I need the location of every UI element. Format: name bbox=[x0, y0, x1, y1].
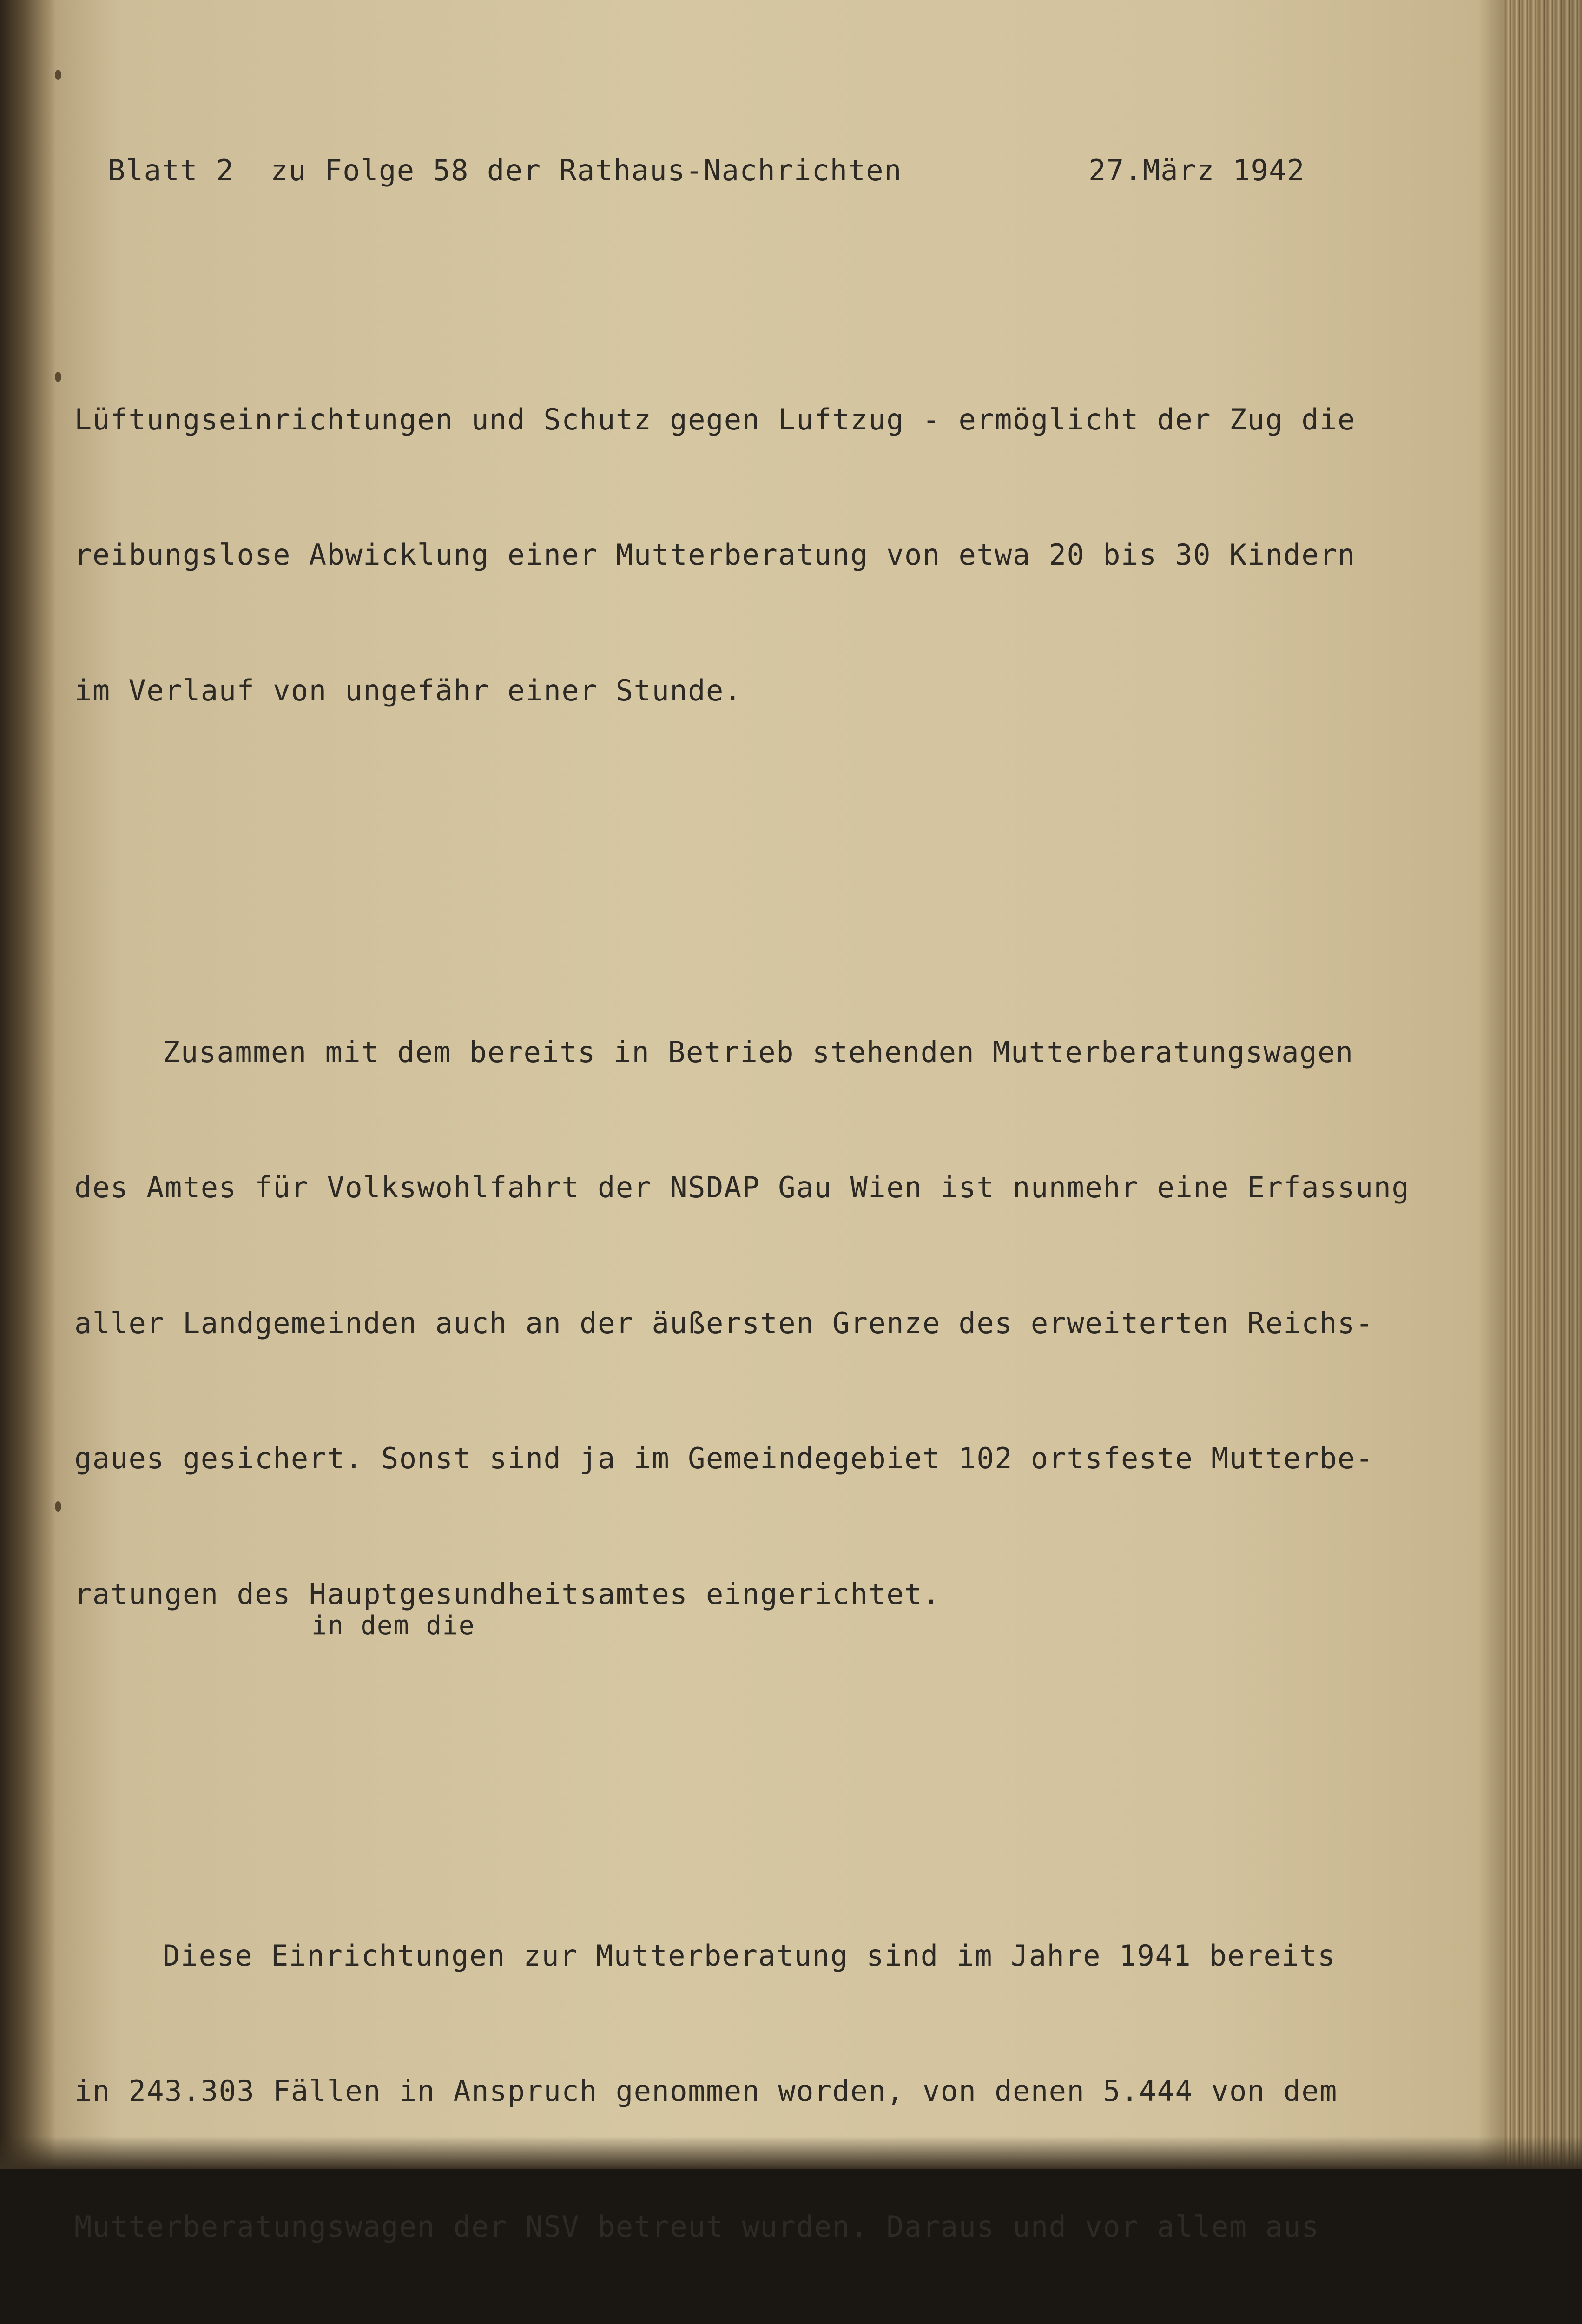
text-line: Mutterberatungswagen der NSV betreut wurden. Daraus und vor allem aus bbox=[74, 2209, 1320, 2244]
document-body bbox=[74, 216, 1483, 2324]
text-line: aller Landgemeinden auch an der äußersten Grenze des erweiterten Reichs- bbox=[74, 1306, 1374, 1340]
binding-hole-icon bbox=[55, 1501, 61, 1512]
issue-date: 27.März 1942 bbox=[1088, 153, 1305, 187]
page-header bbox=[108, 153, 1316, 200]
text-line: des Amtes für Volkswohlfahrt der NSDAP Gau Wien ist nunmehr eine Erfassung bbox=[74, 1170, 1410, 1205]
issue-reference: zu Folge 58 der Rathaus-Nachrichten bbox=[270, 153, 902, 187]
text-line: im Verlauf von ungefähr einer Stunde. bbox=[74, 673, 742, 707]
binding-hole-icon bbox=[55, 70, 61, 80]
text-line: reibungslose Abwicklung einer Mutterberatung von etwa 20 bis 30 Kindern bbox=[74, 538, 1356, 572]
paragraph-ventilation bbox=[74, 306, 1483, 803]
binding-hole-icon bbox=[55, 372, 61, 382]
text-line: Zusammen mit dem bereits in Betrieb stehenden Mutterberatungswagen bbox=[163, 1035, 1354, 1069]
text-line: ratungen des Hauptgesundheitsamtes eingerichtet. bbox=[74, 1577, 941, 1611]
text-line: gaues gesichert. Sonst sind ja im Gemeindegebiet 102 ortsfeste Mutterbe- bbox=[74, 1441, 1374, 1476]
typed-insertion: in dem die bbox=[311, 1611, 475, 1641]
text-line: in 243.303 Fällen in Anspruch genommen worden, von denen 5.444 von dem bbox=[74, 2074, 1338, 2108]
paragraph-statistics bbox=[74, 1842, 1483, 2324]
paragraph-coverage bbox=[74, 939, 1483, 1707]
text-line: Lüftungseinrichtungen und Schutz gegen Luftzug - ermöglicht der Zug die bbox=[74, 402, 1356, 436]
page-edges bbox=[1503, 0, 1582, 2169]
text-line: Diese Einrichtungen zur Mutterberatung sind im Jahre 1941 bereits bbox=[163, 1938, 1336, 1973]
sheet-number: Blatt 2 bbox=[108, 153, 234, 187]
book-spine-shadow bbox=[0, 0, 56, 2169]
